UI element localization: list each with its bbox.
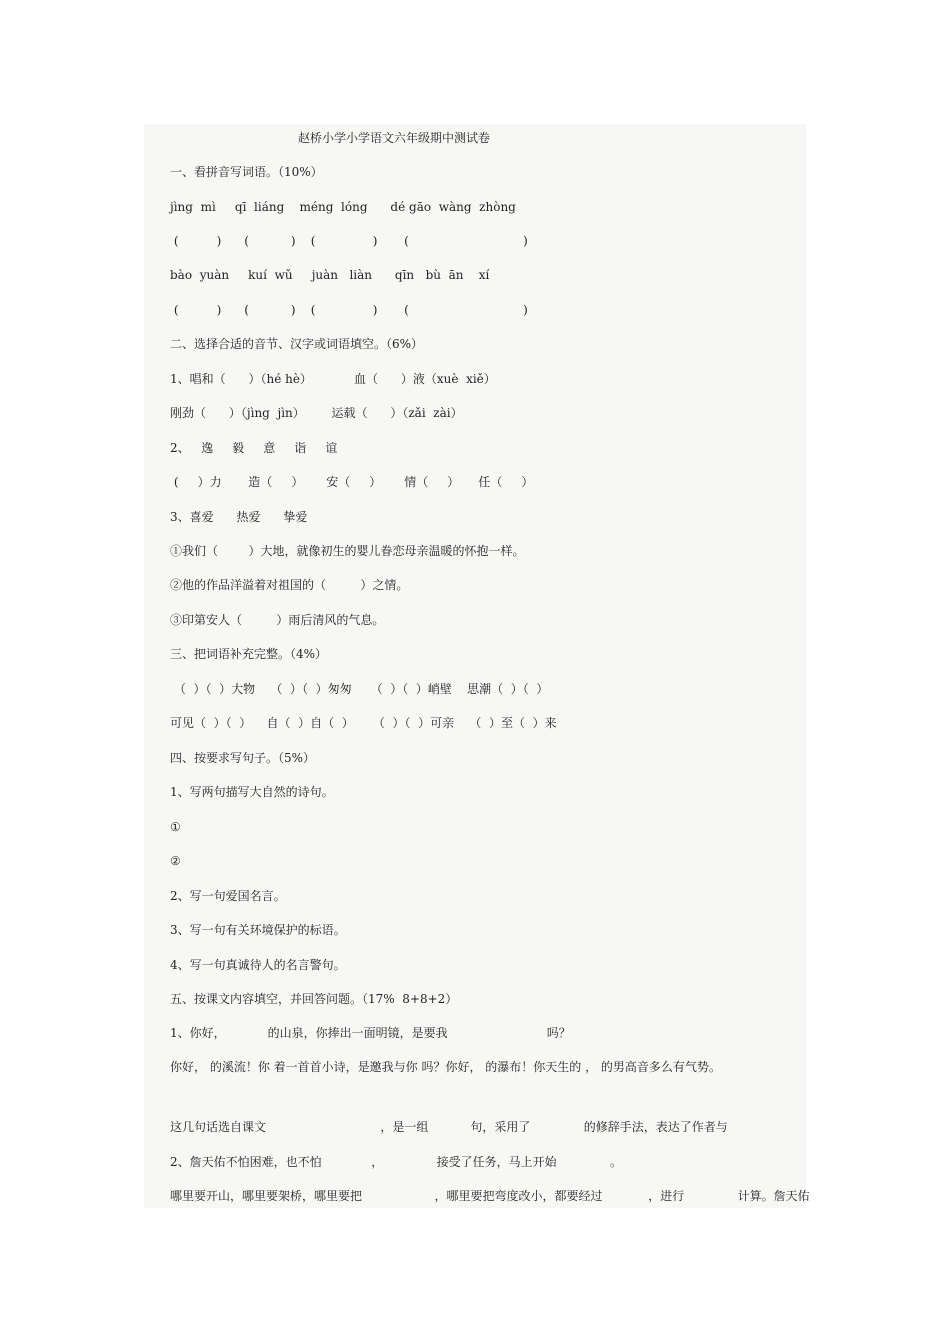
answer-marker-1: ①	[170, 820, 181, 834]
section-3-heading: 三、把词语补充完整。（4%）	[170, 647, 328, 661]
question-2-3-sentence-1: ①我们（ ）大地，就像初生的婴儿眷恋母亲温暖的怀抱一样。	[170, 544, 525, 558]
question-4-2: 2、写一句爱国名言。	[170, 889, 286, 903]
pinyin-row-2: bào yuàn kuí wǔ juàn liàn qīn bù ān xí	[170, 268, 490, 282]
question-5-2-continued: 哪里要开山，哪里要架桥，哪里要把 ，哪里要把弯度改小，都要经过 ，进行 计算。詹天佑	[170, 1189, 810, 1203]
question-2-1b: 刚劲（ ）（jìng jìn） 运载（ ）（zǎi zài）	[170, 406, 463, 420]
exam-paper	[144, 124, 806, 1208]
section-4-heading: 四、按要求写句子。（5%）	[170, 751, 316, 765]
question-5-1: 1、你好， 的山泉，你捧出一面明镜，是要我 吗？	[170, 1026, 571, 1040]
section-1-heading: 一、看拼音写词语。（10%）	[170, 165, 323, 179]
question-2-3-sentence-3: ③印第安人（ ）雨后清风的气息。	[170, 613, 385, 627]
section-5-heading: 五、按课文内容填空，并回答问题。（17% 8+8+2）	[170, 992, 458, 1006]
idiom-row-2: 可见（ ）（ ） 自（ ）自（ ） （ ）（ ）可亲 （ ）至（ ）来	[170, 716, 557, 730]
answer-marker-2: ②	[170, 854, 181, 868]
answer-blanks-row-2: ( ) ( ) ( ) ( )	[170, 303, 528, 317]
answer-blanks-row-1: ( ) ( ) ( ) ( )	[170, 234, 528, 248]
question-2-3-sentence-2: ②他的作品洋溢着对祖国的（ ）之情。	[170, 578, 409, 592]
question-2-2-characters: 2、 逸 毅 意 诣 谊	[170, 441, 338, 455]
pinyin-row-1: jìng mì qī liáng méng lóng dé gāo wàng zhòng	[170, 200, 516, 214]
idiom-row-1: （ ）（ ）大物 （ ）（ ）匆匆 （ ）（ ）峭壁 思潮（ ）（ ）	[170, 682, 549, 696]
question-2-2-blanks: ( ）力 造（ ） 安（ ） 情（ ） 任（ ）	[170, 475, 534, 489]
exam-title: 赵桥小学小学语文六年级期中测试卷	[298, 131, 491, 145]
question-4-4: 4、写一句真诚待人的名言警句。	[170, 958, 346, 972]
section-2-heading: 二、选择合适的音节、汉字或词语填空。（6%）	[170, 337, 424, 351]
question-2-3-words: 3、喜爱 热爱 挚爱	[170, 510, 308, 524]
question-2-1a: 1、唱和（ ）（hé hè） 血（ ）液（xuè xiě）	[170, 372, 496, 386]
question-5-1-answer: 这几句话选自课文 ，是一组 句，采用了 的修辞手法，表达了作者与	[170, 1120, 728, 1134]
question-4-3: 3、写一句有关环境保护的标语。	[170, 923, 346, 937]
question-5-2: 2、詹天佑不怕困难，也不怕 ， 接受了任务，马上开始 。	[170, 1155, 623, 1169]
question-5-1-paragraph: 你好， 的溪流！你 着一首首小诗，是邀我与你 吗？你好， 的瀑布！你天生的 ， 的男高音多么有气势。	[170, 1060, 721, 1074]
question-4-1: 1、写两句描写大自然的诗句。	[170, 785, 334, 799]
